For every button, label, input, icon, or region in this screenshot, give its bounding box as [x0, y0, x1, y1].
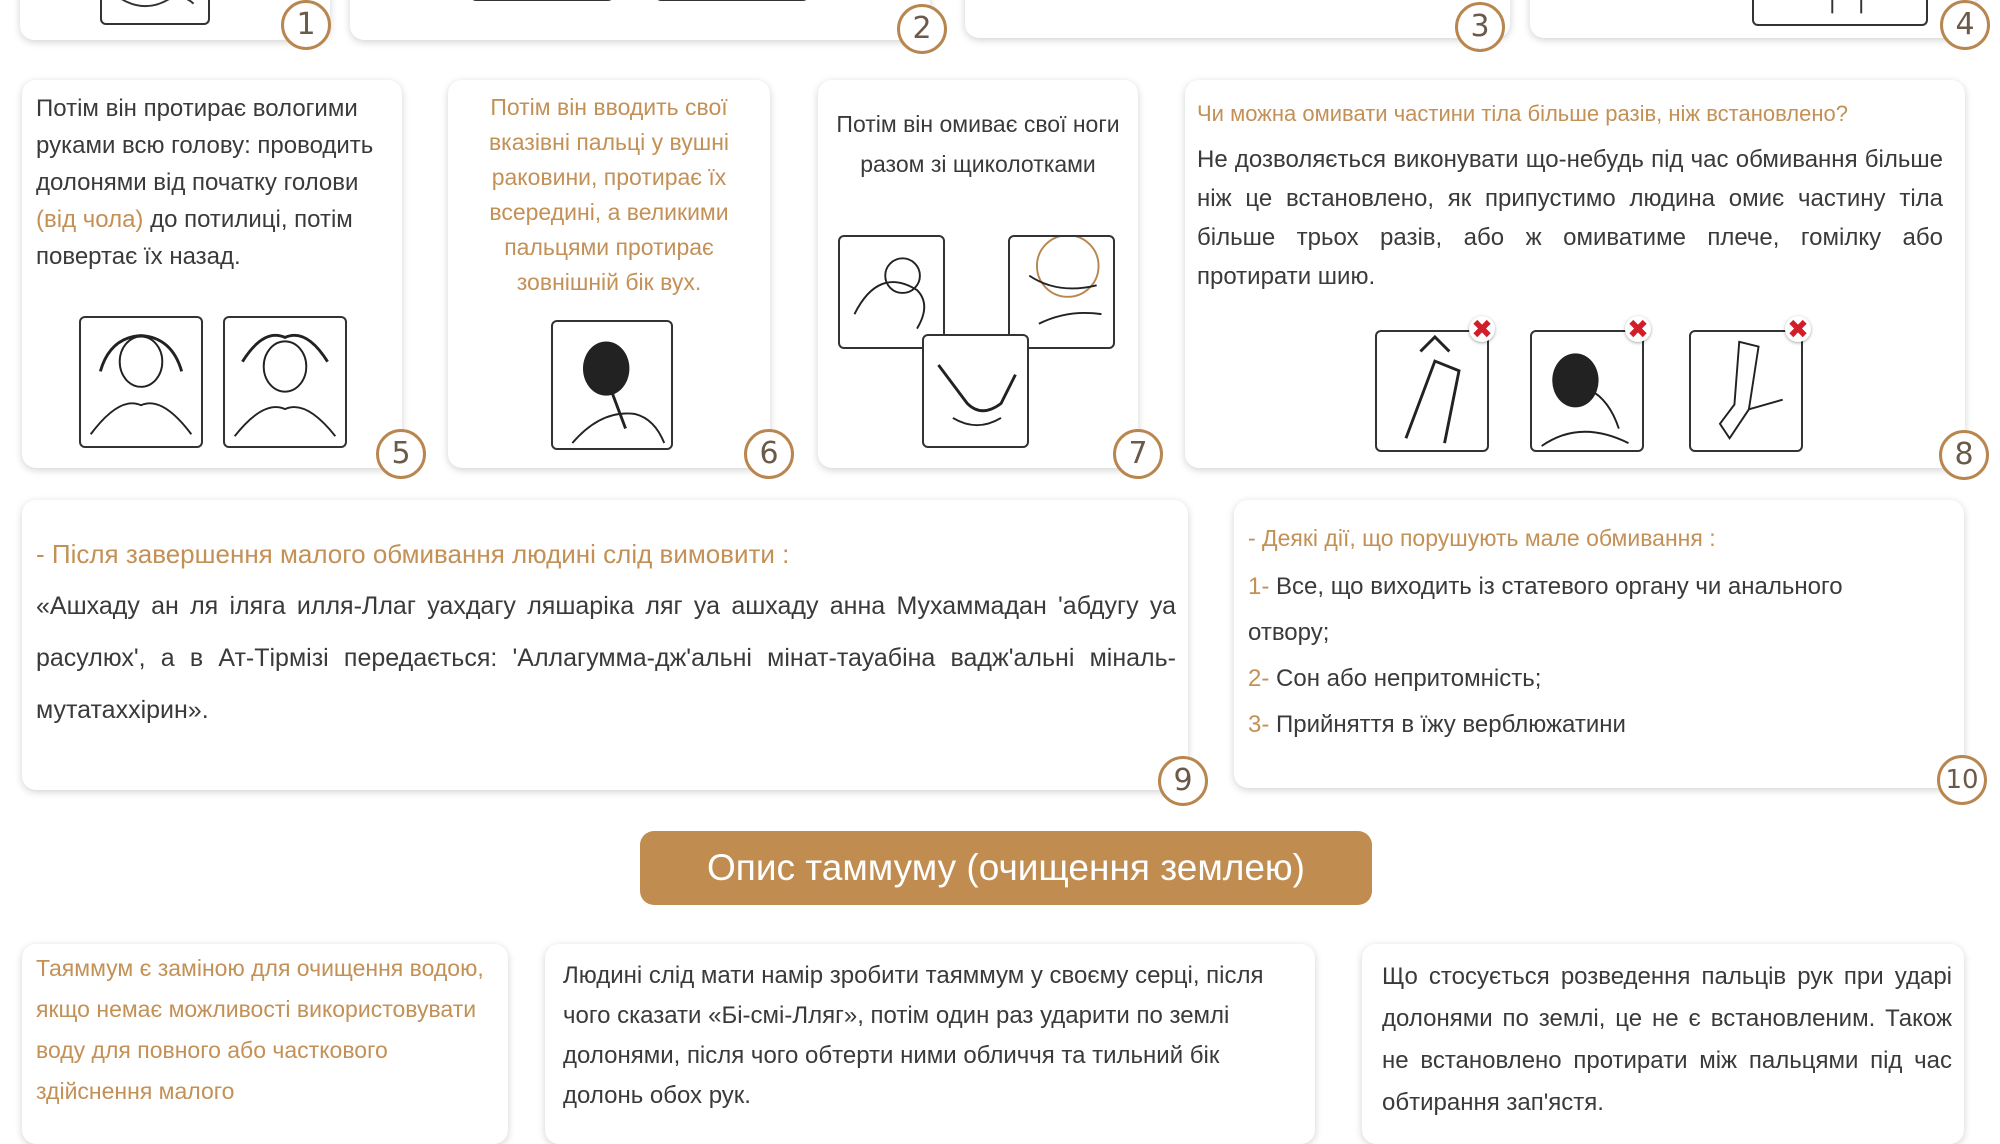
step-8-question: Чи можна омивати частини тіла більше разів, ніж встановлено? — [1197, 101, 1848, 126]
step-number-10: 10 — [1937, 755, 1987, 805]
step-7-illustration-a — [838, 235, 945, 349]
tayammum-card-1 — [22, 944, 508, 1144]
step-card-6 — [448, 80, 770, 468]
step-card-7 — [818, 80, 1138, 468]
step-5-highlight: (від чола) — [36, 206, 144, 233]
step-10-item-3-num: 3- — [1248, 711, 1270, 738]
step-8-x-icon-c: ✖ — [1785, 316, 1811, 342]
step-8-illustration-a — [1375, 330, 1489, 452]
tayammum-card-1-text: Таяммум є заміною для очищення водою, якщо немає можливості використовувати воду для повного або часткового здійснення малого — [36, 955, 484, 1104]
step-6-illustration — [551, 320, 673, 450]
step-card-8 — [1185, 80, 1965, 468]
section-title-tayammum: Опис таммуму (очищення землею) — [640, 831, 1372, 905]
step-number-3: 3 — [1455, 2, 1505, 52]
step-card-10 — [1234, 500, 1964, 788]
step-number-8: 8 — [1939, 430, 1989, 480]
step-card-4 — [1530, 0, 1975, 38]
step-8-x-icon-b: ✖ — [1625, 316, 1651, 342]
step-8-x-icon-a: ✖ — [1469, 316, 1495, 342]
step-9-body: «Ашхаду ан ля іляга илля-Ллаг уахдагу ляшаріка ляг уа ашхаду анна Мухаммадан 'абдугу уа расулюх', а в Ат-Тірмізі передається: 'Аллагумма-дж'альні мінат-тауабіна вадж'альні міналь-мутатаххірин». — [36, 592, 1176, 724]
step-10-heading: - Деякі дії, що порушують мале обмивання : — [1248, 525, 1716, 551]
step-card-2 — [350, 0, 930, 40]
step-10-item-3 — [1248, 702, 1928, 748]
step-10-item-2-num: 2- — [1248, 665, 1270, 692]
step-10-item-2 — [1248, 656, 1928, 702]
step-number-1: 1 — [281, 0, 331, 50]
step-10-item-2-text: Сон або непритомність; — [1269, 665, 1542, 692]
step-10-item-1-num: 1- — [1248, 573, 1270, 600]
step-5-text-part1: Потім він протирає вологими руками всю голову: проводить долонями від початку голови — [36, 95, 374, 196]
step-10-item-1-text: Все, що виходить із статевого органу чи анального отвору; — [1248, 573, 1843, 646]
step-number-9: 9 — [1158, 756, 1208, 806]
step-5-text — [36, 90, 398, 275]
step-7-text: Потім він омиває свої ноги разом зі щиколотками — [836, 111, 1120, 177]
step-2-illustration-b — [655, 0, 809, 1]
step-5-illustration-b — [223, 316, 347, 448]
step-7-illustration-c — [922, 334, 1029, 448]
step-5-illustration-a — [79, 316, 203, 448]
step-8-illustration-c — [1689, 330, 1803, 452]
step-9-heading: - Після завершення малого обмивання людині слід вимовити : — [36, 539, 790, 569]
tayammum-card-2 — [545, 944, 1315, 1144]
step-card-5 — [22, 80, 402, 468]
step-7-illustration-b — [1008, 235, 1115, 349]
step-number-6: 6 — [744, 429, 794, 479]
step-8-answer: Не дозволяється виконувати що-небудь під час обмивання більше ніж це встановлено, як припустимо людина омиє частину тіла більше трьох разів, або ж омиватиме плече, гомілку або протирати шию. — [1197, 146, 1943, 290]
step-1-illustration — [100, 0, 210, 25]
step-number-5: 5 — [376, 429, 426, 479]
step-number-7: 7 — [1113, 429, 1163, 479]
step-8-illustration-b — [1530, 330, 1644, 452]
step-2-illustration-a — [470, 0, 614, 1]
step-card-9 — [22, 500, 1188, 790]
step-10-item-1 — [1248, 564, 1928, 656]
step-10-item-3-text: Прийняття в їжу верблюжатини — [1269, 711, 1626, 738]
step-4-illustration — [1752, 0, 1928, 26]
step-6-text: Потім він вводить свої вказівні пальці у вушні раковини, протирає їх всередині, а великими пальцями протирає зовнішній бік вух. — [488, 94, 730, 295]
step-number-2: 2 — [897, 4, 947, 54]
step-5-text-part3: до потилиці, потім повертає їх назад. — [36, 206, 353, 270]
tayammum-card-3 — [1362, 944, 1964, 1144]
step-number-4: 4 — [1940, 0, 1990, 50]
tayammum-card-2-text: Людині слід мати намір зробити таяммум у своєму серці, після чого сказати «Бі-смі-Лляг», потім один раз ударити по землі долонями, після чого обтерти ними обличчя та тильний бік долонь обох рук. — [563, 962, 1264, 1109]
tayammum-card-3-text: Що стосується розведення пальців рук при ударі долонями по землі, це не є встановленим. Також не встановлено протирати між пальцями під час обтирання зап'ястя. — [1382, 963, 1952, 1116]
step-card-3 — [965, 0, 1510, 38]
